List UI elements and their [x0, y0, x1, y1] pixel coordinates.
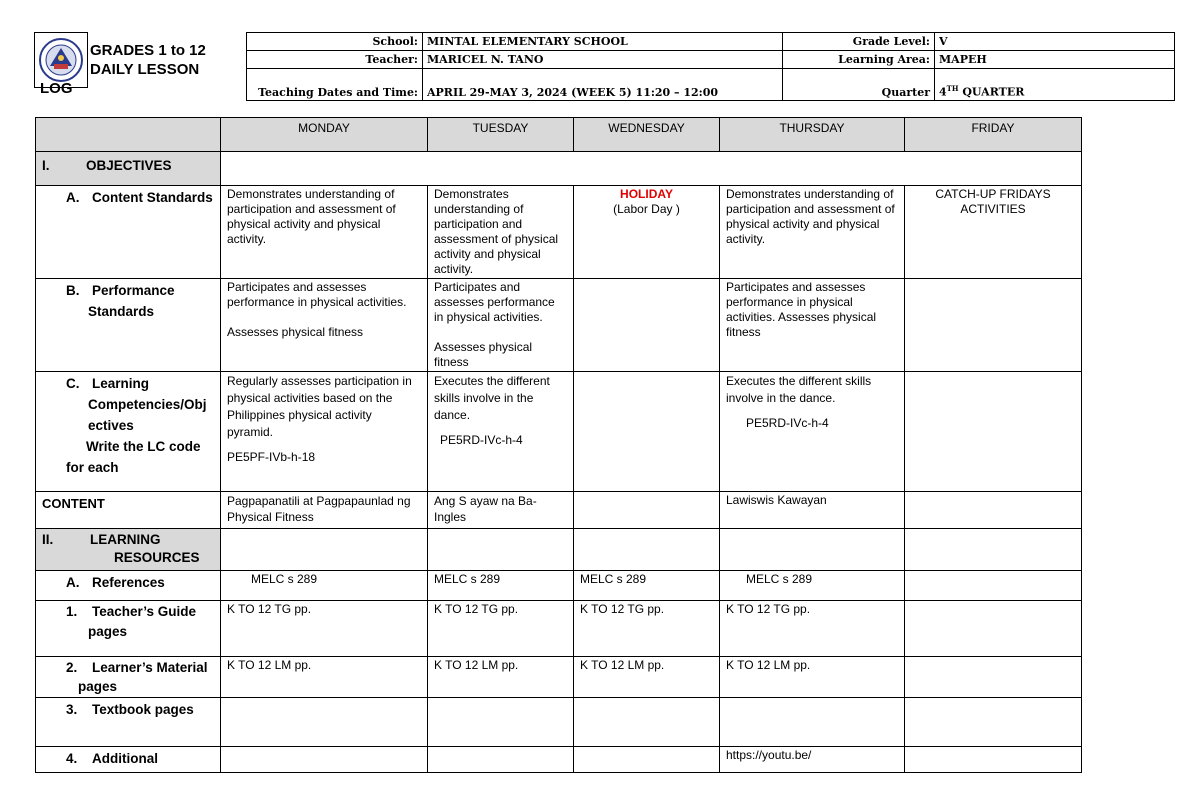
content-tuesday: Ang S ayaw na Ba-Ingles [428, 492, 574, 529]
performance-standards-monday: Participates and assesses performance in physical activities. Assesses physical fitness [221, 279, 428, 372]
competencies-tuesday: Executes the different skills involve in the dance. PE5RD-IVc-h-4 [428, 372, 574, 492]
holiday-label: HOLIDAY [620, 187, 673, 201]
teachers-guide-monday: K TO 12 TG pp. [221, 601, 428, 657]
textbook-label: 3. Textbook pages [36, 698, 221, 747]
competencies-thursday: Executes the different skills involve in the dance. PE5RD-IVc-h-4 [720, 372, 905, 492]
learning-resources-monday [221, 529, 428, 571]
content-label: CONTENT [36, 492, 221, 529]
quarter-label: Quarter [783, 69, 935, 101]
school-value: MINTAL ELEMENTARY SCHOOL [423, 33, 783, 51]
corner-cell [36, 118, 221, 152]
info-table [246, 32, 1175, 101]
additional-friday [905, 747, 1082, 773]
lesson-log-table [35, 117, 1082, 773]
content-standards-label: A. Content Standards [36, 186, 221, 279]
references-tuesday: MELC s 289 [428, 571, 574, 601]
day-header-tuesday: TUESDAY [428, 118, 574, 152]
learning-area-label: Learning Area: [783, 51, 935, 69]
teachers-guide-wednesday: K TO 12 TG pp. [574, 601, 720, 657]
teachers-guide-tuesday: K TO 12 TG pp. [428, 601, 574, 657]
teachers-guide-label: 1. Teacher’s Guide pages [36, 601, 221, 657]
teaching-dates-value: APRIL 29-MAY 3, 2024 (WEEK 5) 11:20 – 12:00 [423, 69, 783, 101]
references-thursday: MELC s 289 [720, 571, 905, 601]
deped-seal-logo [38, 36, 84, 84]
quarter-suffix: TH [946, 84, 959, 94]
content-monday: Pagpapanatili at Pagpapaunlad ng Physical Fitness [221, 492, 428, 529]
performance-standards-wednesday [574, 279, 720, 372]
content-wednesday [574, 492, 720, 529]
performance-standards-label: B. Performance Standards [36, 279, 221, 372]
learning-resources-wednesday [574, 529, 720, 571]
textbook-thursday [720, 698, 905, 747]
learning-area-value: MAPEH [935, 51, 1175, 69]
day-header-thursday: THURSDAY [720, 118, 905, 152]
grade-level-value: V [935, 33, 1175, 51]
references-monday: MELC s 289 [221, 571, 428, 601]
learning-resources-tuesday [428, 529, 574, 571]
learners-material-label: 2. Learner’s Material pages [36, 657, 221, 698]
learners-material-thursday: K TO 12 LM pp. [720, 657, 905, 698]
content-standards-tuesday: Demonstrates understanding of participation and assessment of physical activity and physical activity. [428, 186, 574, 279]
content-standards-thursday: Demonstrates understanding of participation and assessment of physical activity and physical activity. [720, 186, 905, 279]
textbook-friday [905, 698, 1082, 747]
grade-level-label: Grade Level: [783, 33, 935, 51]
competencies-label: C. Learning Competencies/Obj ectives Write the LC code for each [36, 372, 221, 492]
objectives-cell [221, 152, 1082, 186]
catch-up-fridays: CATCH-UP FRIDAYS ACTIVITIES [905, 186, 1082, 279]
textbook-tuesday [428, 698, 574, 747]
learning-resources-label: II. LEARNING RESOURCES [36, 529, 221, 571]
additional-monday [221, 747, 428, 773]
title-line-1: GRADES 1 to 12 [90, 42, 206, 59]
learning-resources-friday [905, 529, 1082, 571]
quarter-value [935, 69, 1175, 101]
references-wednesday: MELC s 289 [574, 571, 720, 601]
title-line-2: DAILY LESSON [90, 61, 200, 78]
performance-standards-friday [905, 279, 1082, 372]
teaching-dates-label: Teaching Dates and Time: [247, 69, 423, 101]
performance-standards-tuesday: Participates and assesses performance in physical activities. Assesses physical fitness [428, 279, 574, 372]
day-header-wednesday: WEDNESDAY [574, 118, 720, 152]
performance-standards-thursday: Participates and assesses performance in physical activities. Assesses physical fitness [720, 279, 905, 372]
competencies-wednesday [574, 372, 720, 492]
teacher-label: Teacher: [247, 51, 423, 69]
teachers-guide-friday [905, 601, 1082, 657]
day-header-friday: FRIDAY [905, 118, 1082, 152]
learners-material-monday: K TO 12 LM pp. [221, 657, 428, 698]
additional-thursday-link[interactable]: https://youtu.be/ [720, 747, 905, 773]
competencies-friday [905, 372, 1082, 492]
references-label: A. References [36, 571, 221, 601]
learning-resources-thursday [720, 529, 905, 571]
textbook-wednesday [574, 698, 720, 747]
holiday-note: (Labor Day ) [613, 202, 680, 216]
references-friday [905, 571, 1082, 601]
content-friday [905, 492, 1082, 529]
teacher-value: MARICEL N. TANO [423, 51, 783, 69]
quarter-number: 4 [939, 86, 947, 99]
day-header-monday: MONDAY [221, 118, 428, 152]
school-label: School: [247, 33, 423, 51]
objectives-label: I. OBJECTIVES [36, 152, 221, 186]
additional-label: 4. Additional [36, 747, 221, 773]
content-standards-monday: Demonstrates understanding of participation and assessment of physical activity and physical activity. [221, 186, 428, 279]
additional-wednesday [574, 747, 720, 773]
quarter-word: QUARTER [962, 86, 1025, 99]
content-standards-wednesday [574, 186, 720, 279]
learners-material-tuesday: K TO 12 LM pp. [428, 657, 574, 698]
teachers-guide-thursday: K TO 12 TG pp. [720, 601, 905, 657]
learners-material-wednesday: K TO 12 LM pp. [574, 657, 720, 698]
competencies-monday: Regularly assesses participation in physical activities based on the Philippines physical activity pyramid. PE5PF-IVb-h-18 [221, 372, 428, 492]
textbook-monday [221, 698, 428, 747]
content-thursday: Lawiswis Kawayan [720, 492, 905, 529]
learners-material-friday [905, 657, 1082, 698]
additional-tuesday [428, 747, 574, 773]
title-line-3: LOG [40, 80, 73, 97]
